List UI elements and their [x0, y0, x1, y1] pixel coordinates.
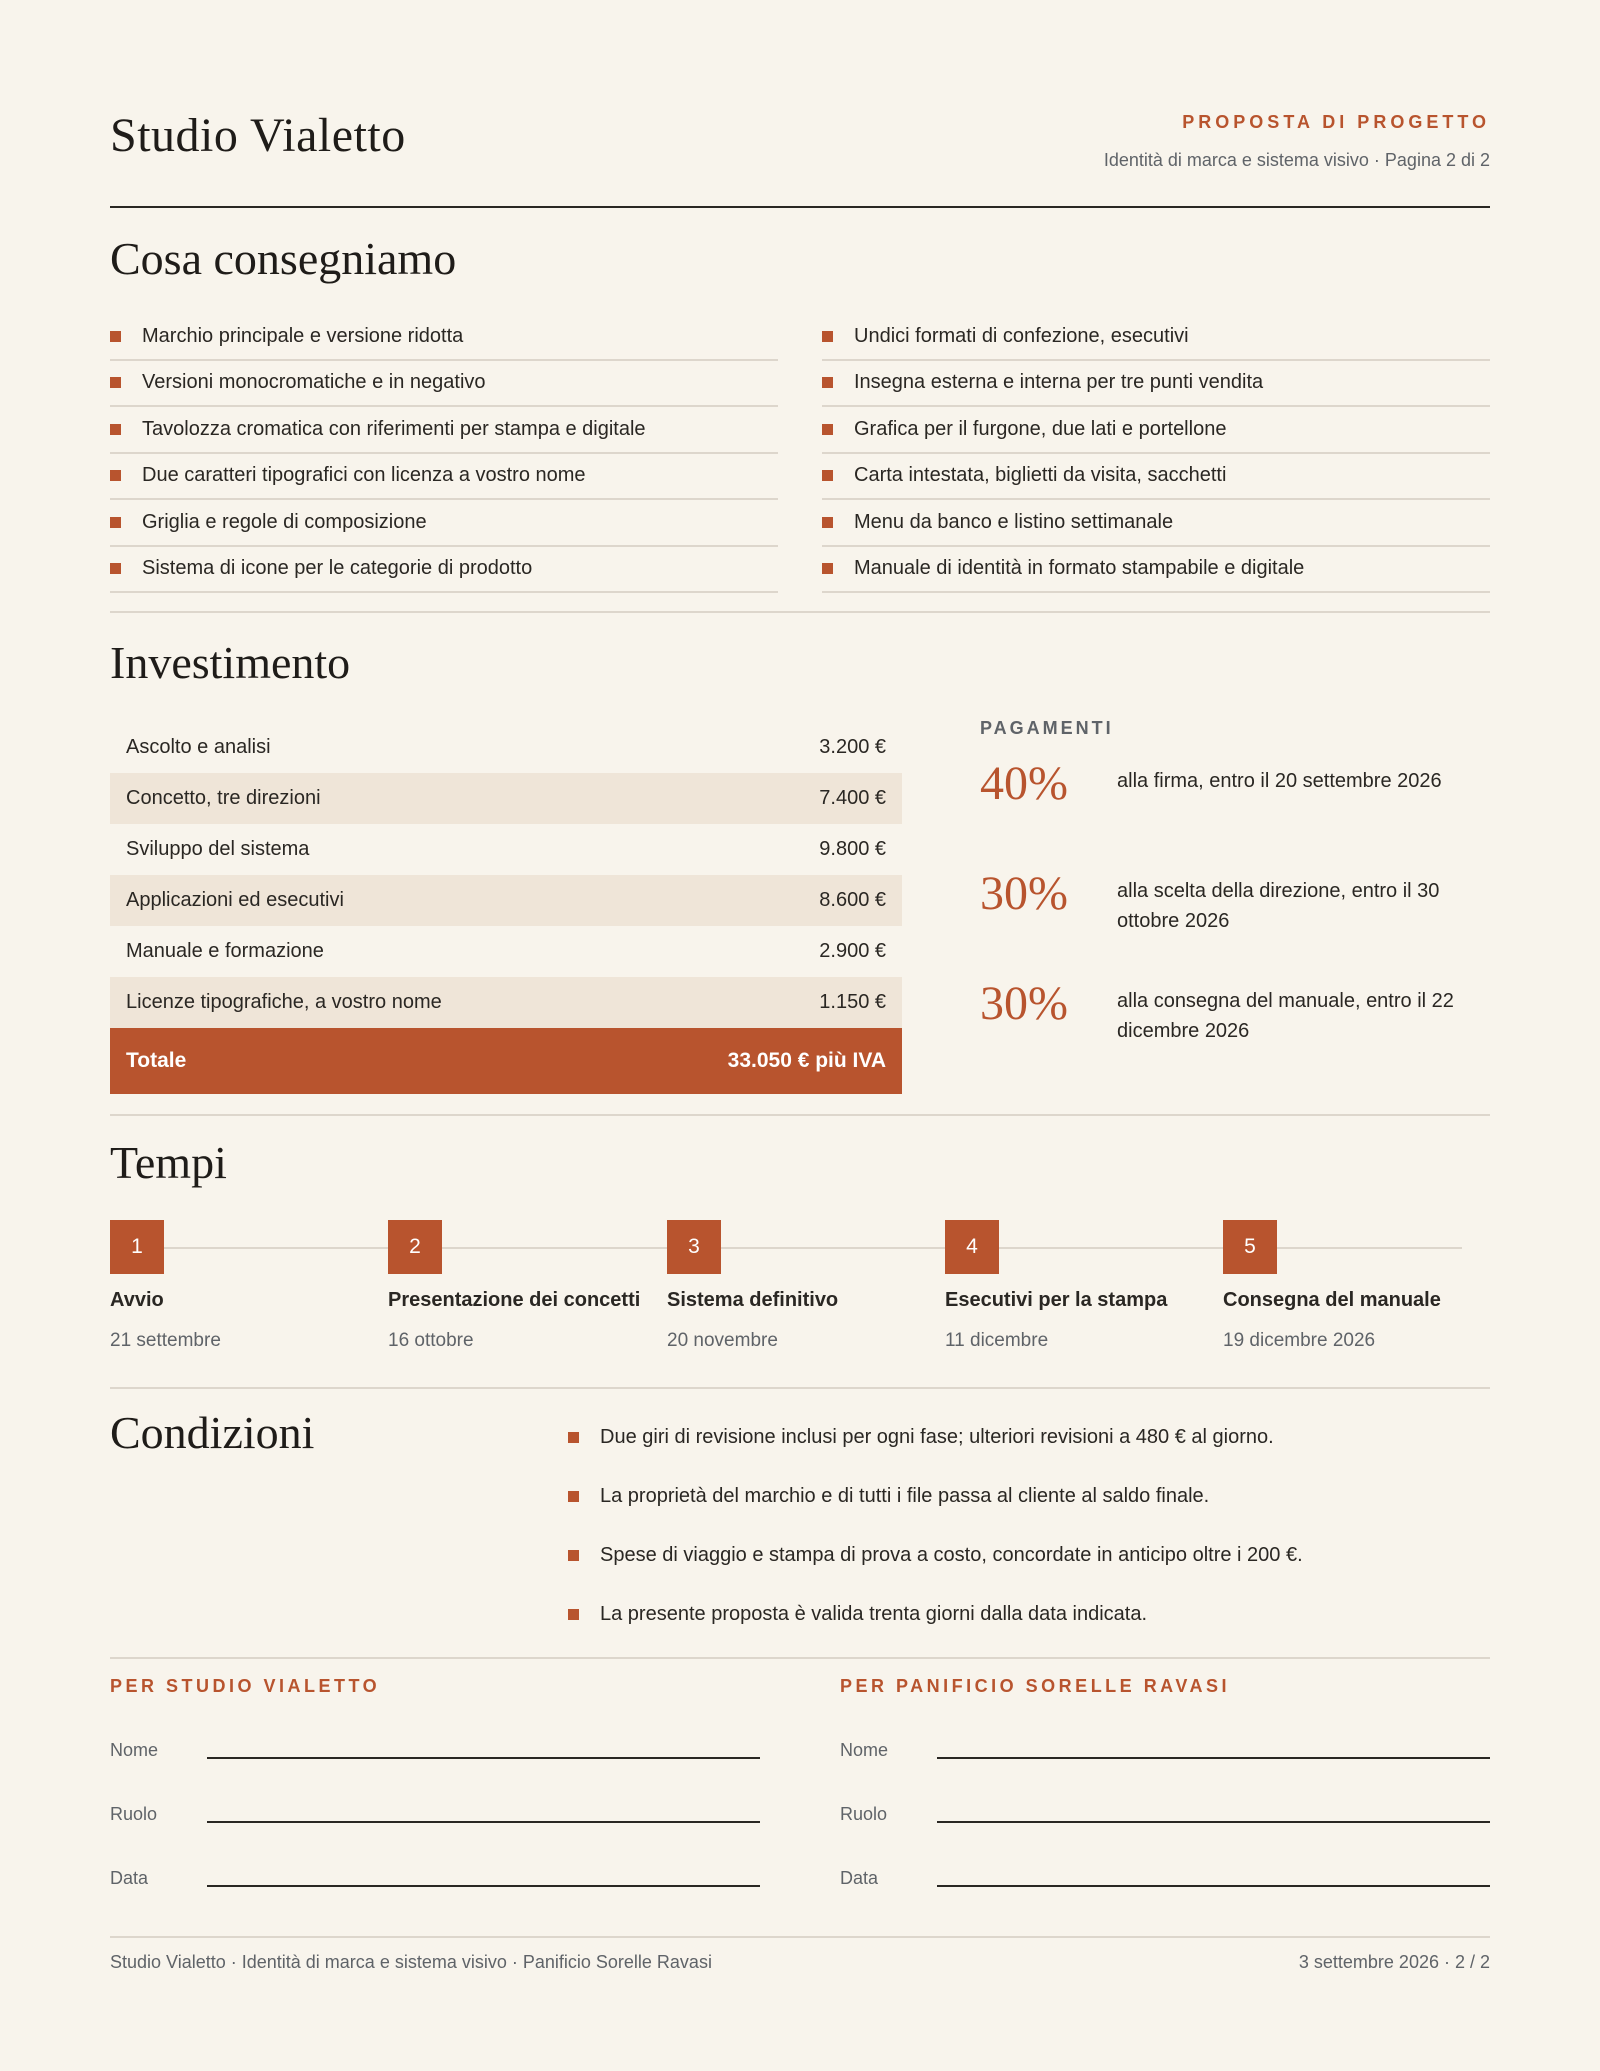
- square-bullet-icon: [110, 517, 121, 528]
- step-number-badge: 2: [388, 1220, 442, 1274]
- signature-heading: PER STUDIO VIALETTO: [110, 1676, 381, 1696]
- section-divider: [110, 1387, 1490, 1389]
- payment-terms: alla firma, entro il 20 settembre 2026: [1117, 770, 1442, 792]
- deliverables-title: Cosa consegniamo: [110, 233, 457, 284]
- list-item: Marchio principale e versione ridotta: [110, 314, 778, 361]
- signature-line: [207, 1757, 760, 1759]
- section-divider: [110, 1657, 1490, 1659]
- payment-terms: alla consegna del manuale, entro il 22 dicembre 2026: [1117, 990, 1454, 1042]
- square-bullet-icon: [822, 331, 833, 342]
- step-number-badge: 3: [667, 1220, 721, 1274]
- step-number-badge: 5: [1223, 1220, 1277, 1274]
- square-bullet-icon: [110, 377, 121, 388]
- payment-percentage: 40%: [980, 757, 1068, 810]
- payments-label: PAGAMENTI: [980, 718, 1114, 738]
- list-item: Manuale di identità in formato stampabile e digitale: [822, 547, 1490, 594]
- table-row: Manuale e formazione 2.900 €: [126, 940, 886, 962]
- page-footer: [110, 1936, 1490, 1973]
- timeline-step: [110, 1220, 380, 1352]
- step-title: Esecutivi per la stampa: [945, 1289, 1168, 1311]
- list-item: La presente proposta è valida trenta giorni dalla data indicata.: [568, 1585, 1490, 1644]
- step-title: Sistema definitivo: [667, 1289, 839, 1311]
- list-item: La proprietà del marchio e di tutti i file passa al cliente al saldo finale.: [568, 1467, 1490, 1526]
- step-date: 19 dicembre 2026: [1223, 1330, 1376, 1351]
- payment-percentage: 30%: [980, 867, 1068, 920]
- table-row: Applicazioni ed esecutivi 8.600 €: [110, 875, 902, 926]
- square-bullet-icon: [568, 1491, 579, 1502]
- section-divider: [110, 611, 1490, 613]
- step-date: 20 novembre: [667, 1330, 778, 1351]
- payment-terms: alla scelta della direzione, entro il 30 ottobre 2026: [1117, 880, 1440, 932]
- square-bullet-icon: [822, 470, 833, 481]
- list-item: Griglia e regole di composizione: [110, 500, 778, 547]
- signature-field-role[interactable]: Ruolo: [840, 1769, 1490, 1833]
- square-bullet-icon: [568, 1609, 579, 1620]
- signature-line: [937, 1821, 1490, 1823]
- timeline-step: [945, 1220, 1215, 1352]
- payment-percentage: 30%: [980, 977, 1068, 1030]
- list-item: Versioni monocromatiche e in negativo: [110, 361, 778, 408]
- square-bullet-icon: [110, 563, 121, 574]
- signature-line: [937, 1885, 1490, 1887]
- list-item: Due giri di revisione inclusi per ogni fase; ulteriori revisioni a 480 € al giorno.: [568, 1408, 1490, 1467]
- square-bullet-icon: [110, 470, 121, 481]
- list-item: Grafica per il furgone, due lati e portellone: [822, 407, 1490, 454]
- square-bullet-icon: [110, 424, 121, 435]
- table-row: Concetto, tre direzioni 7.400 €: [110, 773, 902, 824]
- page-header: [110, 100, 1490, 208]
- total-row: Totale 33.050 € più IVA: [110, 1028, 902, 1094]
- signature-block-studio: [110, 1676, 760, 1897]
- signature-field-date[interactable]: Data: [110, 1833, 760, 1897]
- step-title: Avvio: [110, 1289, 164, 1311]
- table-row: Ascolto e analisi 3.200 €: [126, 736, 886, 758]
- timeline-step: [388, 1220, 658, 1352]
- list-item: Sistema di icone per le categorie di prodotto: [110, 547, 778, 594]
- investment-table: [110, 722, 902, 1094]
- list-item: Insegna esterna e interna per tre punti vendita: [822, 361, 1490, 408]
- table-row: Sviluppo del sistema 9.800 €: [126, 838, 886, 860]
- signature-field-date[interactable]: Data: [840, 1833, 1490, 1897]
- step-date: 16 ottobre: [388, 1330, 474, 1351]
- conditions-title: Condizioni: [110, 1407, 315, 1458]
- signature-field-name[interactable]: Nome: [110, 1705, 760, 1769]
- signature-block-client: [840, 1676, 1490, 1897]
- step-number-badge: 4: [945, 1220, 999, 1274]
- studio-brand: Studio Vialetto: [110, 109, 406, 162]
- step-date: 21 settembre: [110, 1330, 221, 1351]
- signature-heading: PER PANIFICIO SORELLE RAVASI: [840, 1676, 1231, 1696]
- step-date: 11 dicembre: [945, 1330, 1049, 1351]
- timeline-step: [667, 1220, 937, 1352]
- timeline-title: Tempi: [110, 1137, 227, 1188]
- conditions-list: [568, 1408, 1490, 1644]
- signature-line: [207, 1885, 760, 1887]
- investment-title: Investimento: [110, 637, 351, 688]
- deliverables-list-left: [110, 314, 778, 593]
- square-bullet-icon: [822, 563, 833, 574]
- list-item: Spese di viaggio e stampa di prova a costo, concordate in anticipo oltre i 200 €.: [568, 1526, 1490, 1585]
- signature-field-role[interactable]: Ruolo: [110, 1769, 760, 1833]
- list-item: Carta intestata, biglietti da visita, sacchetti: [822, 454, 1490, 501]
- step-title: Presentazione dei concetti: [388, 1289, 641, 1311]
- proposal-page: [110, 0, 1490, 2071]
- square-bullet-icon: [822, 517, 833, 528]
- document-subtitle: Identità di marca e sistema visivo · Pagina 2 di 2: [1103, 150, 1490, 170]
- section-divider: [110, 1114, 1490, 1116]
- list-item: Due caratteri tipografici con licenza a vostro nome: [110, 454, 778, 501]
- deliverables-list-right: [822, 314, 1490, 593]
- signature-line: [207, 1821, 760, 1823]
- square-bullet-icon: [568, 1432, 579, 1443]
- square-bullet-icon: [568, 1550, 579, 1561]
- signature-line: [937, 1757, 1490, 1759]
- signature-field-name[interactable]: Nome: [840, 1705, 1490, 1769]
- square-bullet-icon: [822, 424, 833, 435]
- list-item: Menu da banco e listino settimanale: [822, 500, 1490, 547]
- timeline-step: [1223, 1220, 1493, 1352]
- document-kicker: PROPOSTA DI PROGETTO: [1182, 112, 1490, 132]
- square-bullet-icon: [822, 377, 833, 388]
- step-title: Consegna del manuale: [1223, 1289, 1441, 1311]
- footer-right-text: 3 settembre 2026 · 2 / 2: [1298, 1952, 1490, 1972]
- list-item: Tavolozza cromatica con riferimenti per stampa e digitale: [110, 407, 778, 454]
- step-number-badge: 1: [110, 1220, 164, 1274]
- list-item: Undici formati di confezione, esecutivi: [822, 314, 1490, 361]
- square-bullet-icon: [110, 331, 121, 342]
- footer-left-text: Studio Vialetto · Identità di marca e sistema visivo · Panificio Sorelle Ravasi: [110, 1952, 712, 1972]
- table-row: Licenze tipografiche, a vostro nome 1.150 €: [110, 977, 902, 1028]
